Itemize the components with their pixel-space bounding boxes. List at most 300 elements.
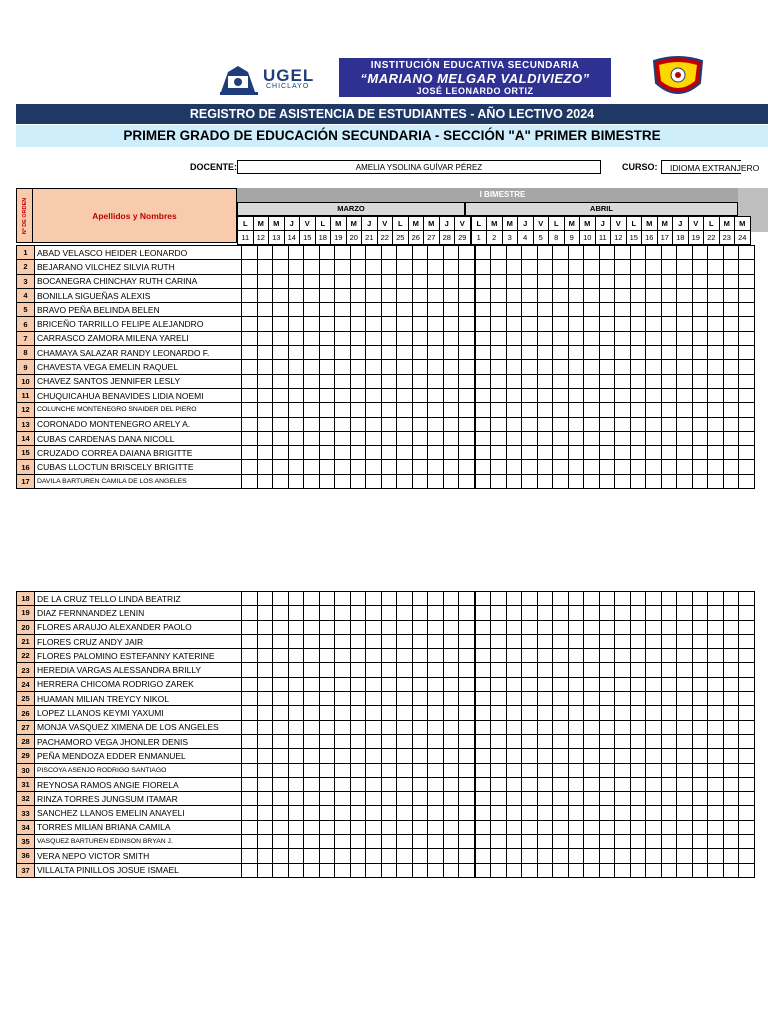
attendance-cell[interactable] [242, 720, 258, 734]
attendance-cell[interactable] [630, 360, 646, 374]
attendance-cell[interactable] [397, 431, 413, 445]
attendance-cell[interactable] [599, 446, 615, 460]
attendance-cell[interactable] [381, 303, 397, 317]
attendance-cell[interactable] [491, 649, 507, 663]
attendance-cell[interactable] [630, 677, 646, 691]
attendance-cell[interactable] [273, 346, 289, 360]
attendance-cell[interactable] [692, 431, 708, 445]
attendance-cell[interactable] [692, 374, 708, 388]
attendance-cell[interactable] [443, 863, 459, 877]
attendance-cell[interactable] [537, 460, 553, 474]
attendance-cell[interactable] [661, 346, 677, 360]
attendance-cell[interactable] [692, 346, 708, 360]
attendance-cell[interactable] [522, 720, 538, 734]
attendance-cell[interactable] [242, 446, 258, 460]
attendance-cell[interactable] [661, 446, 677, 460]
attendance-cell[interactable] [242, 734, 258, 748]
attendance-cell[interactable] [661, 374, 677, 388]
attendance-cell[interactable] [288, 331, 304, 345]
attendance-cell[interactable] [599, 417, 615, 431]
attendance-cell[interactable] [553, 417, 569, 431]
attendance-cell[interactable] [630, 317, 646, 331]
attendance-cell[interactable] [537, 749, 553, 763]
attendance-cell[interactable] [366, 692, 382, 706]
attendance-cell[interactable] [381, 360, 397, 374]
attendance-cell[interactable] [459, 720, 475, 734]
attendance-cell[interactable] [412, 606, 428, 620]
attendance-cell[interactable] [584, 446, 600, 460]
attendance-cell[interactable] [708, 303, 724, 317]
attendance-cell[interactable] [522, 288, 538, 302]
attendance-cell[interactable] [646, 317, 662, 331]
attendance-cell[interactable] [661, 620, 677, 634]
attendance-cell[interactable] [397, 663, 413, 677]
attendance-cell[interactable] [708, 592, 724, 606]
attendance-cell[interactable] [288, 592, 304, 606]
attendance-cell[interactable] [412, 720, 428, 734]
attendance-cell[interactable] [412, 403, 428, 417]
attendance-cell[interactable] [677, 792, 693, 806]
attendance-cell[interactable] [599, 606, 615, 620]
attendance-cell[interactable] [630, 431, 646, 445]
attendance-cell[interactable] [646, 663, 662, 677]
attendance-cell[interactable] [553, 403, 569, 417]
attendance-cell[interactable] [615, 792, 631, 806]
attendance-cell[interactable] [739, 677, 755, 691]
attendance-cell[interactable] [553, 446, 569, 460]
attendance-cell[interactable] [350, 663, 366, 677]
attendance-cell[interactable] [506, 734, 522, 748]
attendance-cell[interactable] [568, 777, 584, 791]
attendance-cell[interactable] [568, 806, 584, 820]
attendance-cell[interactable] [273, 706, 289, 720]
attendance-cell[interactable] [630, 417, 646, 431]
attendance-cell[interactable] [319, 677, 335, 691]
attendance-cell[interactable] [599, 303, 615, 317]
attendance-cell[interactable] [506, 777, 522, 791]
attendance-cell[interactable] [273, 303, 289, 317]
attendance-cell[interactable] [677, 620, 693, 634]
attendance-cell[interactable] [397, 763, 413, 777]
attendance-cell[interactable] [537, 620, 553, 634]
attendance-cell[interactable] [568, 417, 584, 431]
attendance-cell[interactable] [615, 460, 631, 474]
attendance-cell[interactable] [335, 677, 351, 691]
attendance-cell[interactable] [443, 360, 459, 374]
attendance-cell[interactable] [428, 346, 444, 360]
attendance-cell[interactable] [288, 288, 304, 302]
attendance-cell[interactable] [381, 734, 397, 748]
attendance-cell[interactable] [537, 849, 553, 863]
attendance-cell[interactable] [443, 317, 459, 331]
attendance-cell[interactable] [739, 388, 755, 402]
attendance-cell[interactable] [242, 388, 258, 402]
attendance-cell[interactable] [708, 374, 724, 388]
attendance-cell[interactable] [677, 820, 693, 834]
attendance-cell[interactable] [506, 288, 522, 302]
attendance-cell[interactable] [584, 863, 600, 877]
attendance-cell[interactable] [273, 592, 289, 606]
attendance-cell[interactable] [288, 820, 304, 834]
attendance-cell[interactable] [646, 460, 662, 474]
attendance-cell[interactable] [428, 777, 444, 791]
attendance-cell[interactable] [288, 346, 304, 360]
attendance-cell[interactable] [242, 374, 258, 388]
attendance-cell[interactable] [584, 649, 600, 663]
attendance-cell[interactable] [350, 431, 366, 445]
attendance-cell[interactable] [273, 749, 289, 763]
attendance-cell[interactable] [630, 634, 646, 648]
attendance-cell[interactable] [661, 317, 677, 331]
attendance-cell[interactable] [599, 374, 615, 388]
attendance-cell[interactable] [428, 592, 444, 606]
attendance-cell[interactable] [506, 303, 522, 317]
attendance-cell[interactable] [568, 606, 584, 620]
attendance-cell[interactable] [242, 792, 258, 806]
attendance-cell[interactable] [491, 474, 507, 488]
attendance-cell[interactable] [630, 446, 646, 460]
attendance-cell[interactable] [273, 863, 289, 877]
attendance-cell[interactable] [506, 820, 522, 834]
attendance-cell[interactable] [615, 260, 631, 274]
attendance-cell[interactable] [366, 849, 382, 863]
attendance-cell[interactable] [491, 863, 507, 877]
attendance-cell[interactable] [615, 820, 631, 834]
attendance-cell[interactable] [553, 331, 569, 345]
attendance-cell[interactable] [723, 388, 739, 402]
attendance-cell[interactable] [630, 835, 646, 849]
attendance-cell[interactable] [506, 446, 522, 460]
attendance-cell[interactable] [615, 634, 631, 648]
attendance-cell[interactable] [692, 820, 708, 834]
attendance-cell[interactable] [443, 592, 459, 606]
attendance-cell[interactable] [739, 734, 755, 748]
attendance-cell[interactable] [692, 763, 708, 777]
attendance-cell[interactable] [522, 360, 538, 374]
attendance-cell[interactable] [288, 763, 304, 777]
attendance-cell[interactable] [692, 288, 708, 302]
attendance-cell[interactable] [568, 792, 584, 806]
attendance-cell[interactable] [412, 246, 428, 260]
attendance-cell[interactable] [428, 360, 444, 374]
attendance-cell[interactable] [677, 835, 693, 849]
attendance-cell[interactable] [630, 403, 646, 417]
attendance-cell[interactable] [723, 734, 739, 748]
attendance-cell[interactable] [397, 374, 413, 388]
attendance-cell[interactable] [599, 260, 615, 274]
attendance-cell[interactable] [288, 388, 304, 402]
attendance-cell[interactable] [366, 677, 382, 691]
attendance-cell[interactable] [288, 620, 304, 634]
attendance-cell[interactable] [319, 835, 335, 849]
attendance-cell[interactable] [491, 388, 507, 402]
attendance-cell[interactable] [475, 620, 491, 634]
attendance-cell[interactable] [537, 246, 553, 260]
attendance-cell[interactable] [491, 763, 507, 777]
attendance-cell[interactable] [708, 806, 724, 820]
attendance-cell[interactable] [522, 734, 538, 748]
attendance-cell[interactable] [506, 274, 522, 288]
attendance-cell[interactable] [661, 863, 677, 877]
attendance-cell[interactable] [304, 649, 320, 663]
attendance-cell[interactable] [723, 634, 739, 648]
attendance-cell[interactable] [692, 720, 708, 734]
attendance-cell[interactable] [661, 274, 677, 288]
attendance-cell[interactable] [381, 777, 397, 791]
attendance-cell[interactable] [615, 474, 631, 488]
attendance-cell[interactable] [257, 677, 273, 691]
attendance-cell[interactable] [630, 288, 646, 302]
attendance-cell[interactable] [397, 606, 413, 620]
attendance-cell[interactable] [273, 446, 289, 460]
attendance-cell[interactable] [723, 806, 739, 820]
attendance-cell[interactable] [257, 806, 273, 820]
attendance-cell[interactable] [257, 692, 273, 706]
attendance-cell[interactable] [459, 806, 475, 820]
attendance-cell[interactable] [491, 460, 507, 474]
attendance-cell[interactable] [739, 288, 755, 302]
attendance-cell[interactable] [708, 820, 724, 834]
attendance-cell[interactable] [739, 431, 755, 445]
attendance-cell[interactable] [630, 806, 646, 820]
attendance-cell[interactable] [522, 806, 538, 820]
attendance-cell[interactable] [661, 806, 677, 820]
attendance-cell[interactable] [491, 417, 507, 431]
attendance-cell[interactable] [677, 417, 693, 431]
attendance-cell[interactable] [304, 777, 320, 791]
attendance-cell[interactable] [646, 431, 662, 445]
attendance-cell[interactable] [553, 863, 569, 877]
attendance-cell[interactable] [646, 346, 662, 360]
attendance-cell[interactable] [708, 460, 724, 474]
attendance-cell[interactable] [459, 763, 475, 777]
attendance-cell[interactable] [723, 677, 739, 691]
attendance-cell[interactable] [475, 446, 491, 460]
attendance-cell[interactable] [397, 403, 413, 417]
attendance-cell[interactable] [723, 706, 739, 720]
attendance-cell[interactable] [366, 706, 382, 720]
attendance-cell[interactable] [537, 417, 553, 431]
attendance-cell[interactable] [708, 288, 724, 302]
attendance-cell[interactable] [273, 331, 289, 345]
attendance-cell[interactable] [491, 360, 507, 374]
attendance-cell[interactable] [428, 863, 444, 877]
attendance-cell[interactable] [350, 606, 366, 620]
attendance-cell[interactable] [319, 592, 335, 606]
attendance-cell[interactable] [630, 792, 646, 806]
attendance-cell[interactable] [661, 849, 677, 863]
attendance-cell[interactable] [350, 820, 366, 834]
attendance-cell[interactable] [630, 388, 646, 402]
attendance-cell[interactable] [708, 835, 724, 849]
attendance-cell[interactable] [661, 331, 677, 345]
attendance-cell[interactable] [475, 346, 491, 360]
attendance-cell[interactable] [257, 734, 273, 748]
attendance-cell[interactable] [522, 606, 538, 620]
attendance-cell[interactable] [304, 303, 320, 317]
attendance-cell[interactable] [273, 274, 289, 288]
attendance-cell[interactable] [723, 792, 739, 806]
attendance-cell[interactable] [475, 431, 491, 445]
attendance-cell[interactable] [506, 763, 522, 777]
attendance-cell[interactable] [723, 720, 739, 734]
attendance-cell[interactable] [599, 403, 615, 417]
attendance-cell[interactable] [584, 374, 600, 388]
attendance-cell[interactable] [428, 317, 444, 331]
attendance-cell[interactable] [366, 606, 382, 620]
attendance-cell[interactable] [553, 835, 569, 849]
attendance-cell[interactable] [397, 720, 413, 734]
attendance-cell[interactable] [350, 592, 366, 606]
attendance-cell[interactable] [522, 634, 538, 648]
attendance-cell[interactable] [443, 460, 459, 474]
attendance-cell[interactable] [506, 634, 522, 648]
attendance-cell[interactable] [381, 417, 397, 431]
attendance-cell[interactable] [273, 460, 289, 474]
attendance-cell[interactable] [288, 677, 304, 691]
attendance-cell[interactable] [366, 260, 382, 274]
attendance-cell[interactable] [335, 620, 351, 634]
attendance-cell[interactable] [319, 303, 335, 317]
attendance-cell[interactable] [304, 606, 320, 620]
attendance-cell[interactable] [630, 749, 646, 763]
attendance-cell[interactable] [692, 417, 708, 431]
attendance-cell[interactable] [475, 792, 491, 806]
attendance-cell[interactable] [506, 431, 522, 445]
attendance-cell[interactable] [537, 446, 553, 460]
attendance-cell[interactable] [273, 720, 289, 734]
attendance-cell[interactable] [319, 246, 335, 260]
attendance-cell[interactable] [584, 474, 600, 488]
attendance-cell[interactable] [506, 677, 522, 691]
attendance-cell[interactable] [381, 606, 397, 620]
attendance-cell[interactable] [288, 446, 304, 460]
attendance-cell[interactable] [459, 692, 475, 706]
attendance-cell[interactable] [335, 403, 351, 417]
attendance-cell[interactable] [506, 620, 522, 634]
attendance-cell[interactable] [459, 863, 475, 877]
attendance-cell[interactable] [350, 649, 366, 663]
attendance-cell[interactable] [708, 620, 724, 634]
attendance-cell[interactable] [661, 431, 677, 445]
attendance-cell[interactable] [459, 331, 475, 345]
attendance-cell[interactable] [630, 474, 646, 488]
attendance-cell[interactable] [708, 388, 724, 402]
attendance-cell[interactable] [304, 446, 320, 460]
attendance-cell[interactable] [304, 417, 320, 431]
attendance-cell[interactable] [242, 835, 258, 849]
attendance-cell[interactable] [615, 706, 631, 720]
attendance-cell[interactable] [475, 706, 491, 720]
attendance-cell[interactable] [381, 792, 397, 806]
attendance-cell[interactable] [522, 849, 538, 863]
attendance-cell[interactable] [428, 649, 444, 663]
attendance-cell[interactable] [335, 749, 351, 763]
attendance-cell[interactable] [428, 403, 444, 417]
attendance-cell[interactable] [739, 663, 755, 677]
attendance-cell[interactable] [661, 792, 677, 806]
attendance-cell[interactable] [553, 792, 569, 806]
attendance-cell[interactable] [553, 849, 569, 863]
attendance-cell[interactable] [599, 317, 615, 331]
attendance-cell[interactable] [459, 835, 475, 849]
attendance-cell[interactable] [723, 331, 739, 345]
attendance-cell[interactable] [428, 474, 444, 488]
attendance-cell[interactable] [522, 777, 538, 791]
attendance-cell[interactable] [242, 606, 258, 620]
attendance-cell[interactable] [584, 331, 600, 345]
attendance-cell[interactable] [646, 835, 662, 849]
attendance-cell[interactable] [257, 460, 273, 474]
attendance-cell[interactable] [630, 374, 646, 388]
attendance-cell[interactable] [630, 763, 646, 777]
attendance-cell[interactable] [661, 246, 677, 260]
attendance-cell[interactable] [646, 417, 662, 431]
attendance-cell[interactable] [584, 792, 600, 806]
attendance-cell[interactable] [412, 763, 428, 777]
attendance-cell[interactable] [443, 446, 459, 460]
attendance-cell[interactable] [350, 806, 366, 820]
attendance-cell[interactable] [677, 246, 693, 260]
attendance-cell[interactable] [491, 749, 507, 763]
attendance-cell[interactable] [661, 417, 677, 431]
attendance-cell[interactable] [366, 403, 382, 417]
attendance-cell[interactable] [381, 260, 397, 274]
attendance-cell[interactable] [723, 403, 739, 417]
attendance-cell[interactable] [723, 835, 739, 849]
attendance-cell[interactable] [723, 317, 739, 331]
attendance-cell[interactable] [381, 706, 397, 720]
attendance-cell[interactable] [599, 592, 615, 606]
attendance-cell[interactable] [397, 388, 413, 402]
attendance-cell[interactable] [319, 331, 335, 345]
attendance-cell[interactable] [692, 460, 708, 474]
attendance-cell[interactable] [646, 288, 662, 302]
attendance-cell[interactable] [739, 274, 755, 288]
attendance-cell[interactable] [506, 692, 522, 706]
attendance-cell[interactable] [397, 620, 413, 634]
attendance-cell[interactable] [615, 303, 631, 317]
attendance-cell[interactable] [366, 592, 382, 606]
attendance-cell[interactable] [491, 634, 507, 648]
attendance-cell[interactable] [242, 260, 258, 274]
attendance-cell[interactable] [443, 677, 459, 691]
attendance-cell[interactable] [381, 692, 397, 706]
attendance-cell[interactable] [661, 606, 677, 620]
attendance-cell[interactable] [428, 792, 444, 806]
attendance-cell[interactable] [366, 763, 382, 777]
attendance-cell[interactable] [522, 460, 538, 474]
attendance-cell[interactable] [428, 820, 444, 834]
attendance-cell[interactable] [553, 388, 569, 402]
attendance-cell[interactable] [537, 331, 553, 345]
attendance-cell[interactable] [599, 360, 615, 374]
attendance-cell[interactable] [381, 288, 397, 302]
attendance-cell[interactable] [459, 606, 475, 620]
attendance-cell[interactable] [304, 403, 320, 417]
attendance-cell[interactable] [381, 849, 397, 863]
attendance-cell[interactable] [459, 274, 475, 288]
attendance-cell[interactable] [661, 592, 677, 606]
attendance-cell[interactable] [506, 360, 522, 374]
attendance-cell[interactable] [630, 863, 646, 877]
attendance-cell[interactable] [630, 777, 646, 791]
attendance-cell[interactable] [304, 388, 320, 402]
attendance-cell[interactable] [319, 620, 335, 634]
attendance-cell[interactable] [350, 246, 366, 260]
attendance-cell[interactable] [475, 474, 491, 488]
attendance-cell[interactable] [335, 346, 351, 360]
